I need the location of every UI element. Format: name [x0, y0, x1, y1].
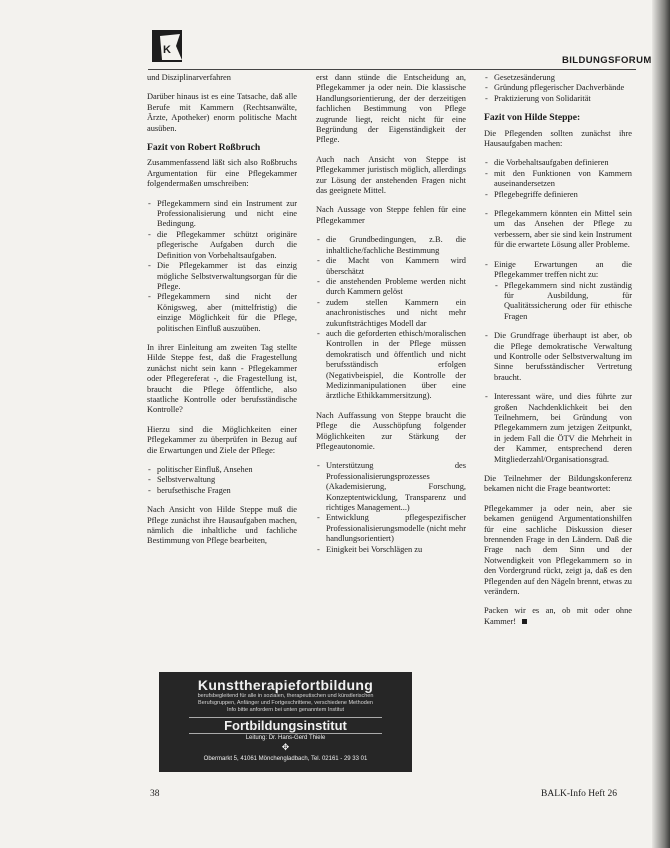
closing-paragraph: [484, 606, 632, 627]
paragraph: Pflegekammer ja oder nein, aber sie bekamen genügend Argumentationshilfen für eine sachliche Diskussion dieser brennenden Frage in den Ländern. Daß die Frage nach dem Sinn und der Notwendigkeit von Pflegekammern so in den Vordergrund rückt, zeigt ja, daß es den Pflegenden auf den Nägeln brennt, etwas zu verändern.: [484, 503, 632, 597]
list-item: - Die Pflegekammer ist das einzig mögliche Selbstverwaltungsorgan für die Pflege.: [157, 261, 297, 292]
page-number: 38: [150, 789, 160, 799]
bullet-list: [484, 260, 632, 322]
paragraph: Zusammenfassend läßt sich also Roßbruchs Argumentation für eine Pflegekammer folgendermaßen umschreiben:: [147, 158, 297, 189]
list-item: - Pflegekammern könnten ein Mittel sein um das Ansehen der Pflege zu verbessern, aber sie sind kein Instrument für die erwartete Lösung aller Probleme.: [494, 209, 632, 251]
balk-logo: [150, 26, 190, 66]
paragraph: erst dann stünde die Entscheidung an, Pflegekammer ja oder nein. Die klassische Handlungsorientierung, der der derzeitigen fachlichen Bestimmung von Pflege zugrunde liegt, reicht nicht für eine Begründung der Eigenständigkeit der Pflege.: [316, 73, 466, 145]
list-item: - auch die geforderten ethisch/moralischen Kontrollen in der Pflege müssen demokratisch und öffentlich und nicht berufsständisch erfolgen (Negativbeispiel, die Kontrolle der Medizinmanipulationen über eine ärztliche Ethikkammersitzung).: [326, 329, 466, 402]
bullet-list: [316, 235, 466, 402]
list-item: - die Vorbehaltsaufgaben definieren: [494, 158, 632, 168]
paragraph: Nach Aussage von Steppe fehlen für eine Pflegekammer: [316, 205, 466, 225]
bullet-list: [484, 158, 632, 200]
paragraph: Nach Ansicht von Hilde Steppe muß die Pflege zunächst ihre Hausaufgaben machen, nämlich die inhaltliche und fachliche Bestimmung von Pflege bearbeiten,: [147, 505, 297, 546]
paragraph: Die Pflegenden sollten zunächst ihre Hausaufgaben machen:: [484, 128, 632, 149]
bullet-list: [484, 331, 632, 383]
list-item: - Unterstützung des Professionalisierungsprozesses (Akademisierung, Forschung, Konzeptentwicklung, Transparenz und richtiges Management...): [326, 461, 466, 513]
list-item: - die Macht von Kammern wird überschätzt: [326, 256, 466, 277]
paragraph: In ihrer Einleitung am zweiten Tag stellte Hilde Steppe fest, daß die Fragestellung zunächst nicht sein kann - Pflegekammer oder Pflegereferat -, die Fragestellung ist, braucht die Pflege öffentliche, also staatliche Kontrolle oder berufsständische Kontrolle?: [147, 342, 297, 415]
closing-text: Packen wir es an, ob mit oder ohne Kammer!: [484, 606, 632, 626]
list-item: - Selbstverwaltung: [157, 475, 297, 485]
list-item: - Pflegekammern sind nicht der Königsweg, aber (mittelfristig) die einzige Möglichkeit für die Pflege, politischen Einfluß auszuüben.: [157, 292, 297, 334]
list-item: - die Grundbedingungen, z.B. die inhaltliche/fachliche Bestimmung: [326, 235, 466, 256]
issue-label: BALK-Info Heft 26: [541, 789, 617, 799]
list-item: - Pflegekammern sind nicht zuständig für Ausbildung, für Qualitätssicherung oder für ethische Fragen: [504, 281, 632, 323]
list-item: [494, 260, 632, 322]
ad-text-line: berufsbegleitend für alle in sozialen, therapeutischen und künstlerischen: [197, 693, 374, 699]
list-item: - die Pflegekammer schützt originäre pflegerische Aufgaben durch die Definition von Vorbehaltsaufgaben.: [157, 230, 297, 261]
subheading-rossbruch: Fazit von Robert Roßbruch: [147, 142, 261, 154]
list-item: - politischer Einfluß, Ansehen: [157, 465, 297, 475]
paragraph: Nach Auffassung von Steppe braucht die Pflege die Ausschöpfung folgender Möglichkeiten zur Stärkung der Pflegeautonomie.: [316, 410, 466, 451]
list-item: - Gründung pflegerischer Dachverbände: [494, 83, 632, 93]
subheading-steppe: Fazit von Hilde Steppe:: [484, 112, 581, 124]
list-item: - Entwicklung pflegespezifischer Professionalisierungsmodelle (nicht mehr handlungsorientiert): [326, 513, 466, 544]
bullet-list: [316, 461, 466, 555]
ad-text-line: Berufsgruppen, Anfänger und Fortgeschrittene, verschiedene Methoden: [198, 700, 373, 706]
text-column-1: [147, 73, 297, 556]
ad-subtitle: Leitung: Dr. Hans-Gerd Thiele: [245, 735, 326, 741]
paragraph: Hierzu sind die Möglichkeiten einer Pflegekammer zu überprüfen in Bezug auf die Erwartungen und Ziele der Pflege:: [147, 424, 297, 455]
text-column-3: [484, 73, 632, 636]
list-item: - Pflegebegriffe definieren: [494, 190, 632, 200]
sub-bullet-list: [494, 281, 632, 323]
bullet-list: [484, 209, 632, 251]
bullet-list: [147, 199, 297, 334]
ad-address: Obermarkt 5, 41061 Mönchengladbach, Tel. 02161 - 29 33 01: [203, 756, 368, 762]
list-item: - Die Grundfrage überhaupt ist aber, ob die Pflege demokratische Verwaltung und Kontrolle oder Selbstverwaltung im Sinne berufsständischer Vertretung braucht.: [494, 331, 632, 383]
svg-text:K: K: [163, 44, 171, 56]
text-column-2: [316, 73, 466, 564]
paragraph: und Disziplinarverfahren: [147, 73, 231, 82]
bullet-list: [484, 392, 632, 465]
list-item: - Interessant wäre, und dies führte zur großen Nachdenklichkeit bei den Teilnehmern, bei Gründung von Pflegekammern zum jetzigen Zeitpunkt, in jedem Fall die ÖTV die Mehrheit in der Kammer, entsprechend deren Mitgliederzahl/Organisationsgrad.: [494, 392, 632, 465]
list-item: - berufsethische Fragen: [157, 486, 297, 496]
header-rule: [148, 69, 636, 70]
section-label: BILDUNGSFORUM: [562, 55, 652, 66]
list-item-text: Einige Erwartungen an die Pflegekammer treffen nicht zu:: [494, 259, 632, 280]
advertisement-box: [159, 672, 412, 772]
list-item: - mit den Funktionen von Kammern auseinandersetzen: [494, 169, 632, 190]
ad-text-line: Info bitte anfordern bei unten genanntem Institut: [226, 707, 345, 713]
bullet-list: [147, 465, 297, 496]
list-item: - Einigkeit bei Vorschlägen zu: [326, 545, 466, 555]
list-item: - Pflegekammern sind ein Instrument zur Professionalisierung und nicht eine Bedingung.: [157, 199, 297, 230]
bullet-list: [484, 73, 632, 104]
ad-title: Kunsttherapiefortbildung: [197, 677, 374, 693]
binding-shadow: [652, 0, 670, 848]
ad-institute-name: Fortbildungsinstitut: [189, 717, 382, 734]
list-item: - Gesetzesänderung: [494, 73, 632, 83]
list-item: - Praktizierung von Solidarität: [494, 94, 632, 104]
list-item: - zudem stellen Kammern ein anachronistisches und nicht mehr zukunftsträchtiges Modell dar: [326, 298, 466, 329]
paragraph: Darüber hinaus ist es eine Tatsache, daß alle Berufe mit Kammern (Rechtsanwälte, Ärzte, Apotheker) enorm politische Macht ausüben.: [147, 92, 297, 133]
list-item: - die anstehenden Probleme werden nicht durch Kammern gelöst: [326, 277, 466, 298]
end-mark-icon: [522, 619, 527, 624]
paragraph: Die Teilnehmer der Bildungskonferenz bekamen nicht die Frage beantwortet:: [484, 474, 632, 494]
ad-cross-icon: ✥: [281, 742, 290, 752]
paragraph: Auch nach Ansicht von Steppe ist Pflegekammer juristisch möglich, allerdings zur Lösung der anstehenden Fragen nicht das geeignete Mittel.: [316, 154, 466, 196]
